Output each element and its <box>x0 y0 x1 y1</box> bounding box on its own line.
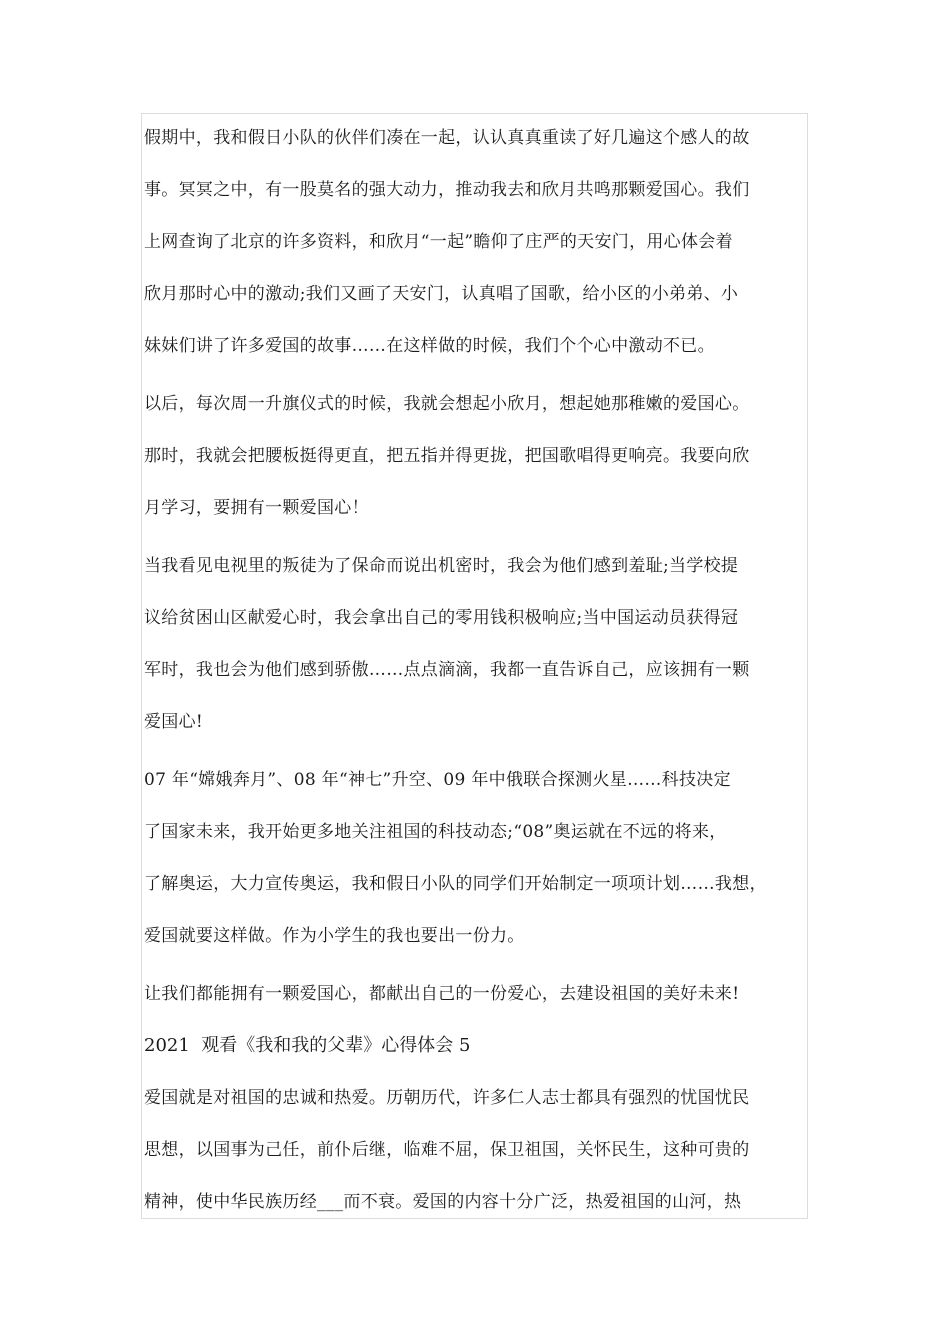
text-line: 让我们都能拥有一颗爱国心，都献出自己的一份爱心，去建设祖国的美好未来! <box>144 984 740 1004</box>
text-line: 假期中，我和假日小队的伙伴们凑在一起，认认真真重读了好几遍这个感人的故 <box>144 128 750 148</box>
paragraph-6 <box>144 1072 812 1228</box>
text-line: 妹妹们讲了许多爱国的故事……在这样做的时候，我们个个心中激动不已。 <box>144 336 715 356</box>
text-line: 月学习，要拥有一颗爱国心！ <box>144 498 369 518</box>
text-line: 欣月那时心中的激动;我们又画了天安门，认真唱了国歌，给小区的小弟弟、小 <box>144 284 739 304</box>
text-line: 思想，以国事为己任，前仆后继，临难不屈，保卫祖国，关怀民生，这种可贵的 <box>144 1140 750 1160</box>
text-line: 议给贫困山区献爱心时，我会拿出自己的零用钱积极响应;当中国运动员获得冠 <box>144 608 739 628</box>
paragraph-5 <box>144 968 812 1020</box>
text-line: 了国家未来，我开始更多地关注祖国的科技动态;“08”奥运就在不远的将来， <box>144 822 727 842</box>
paragraph-1 <box>144 112 812 372</box>
text-line: 那时，我就会把腰板挺得更直，把五指并得更拢，把国歌唱得更响亮。我要向欣 <box>144 446 750 466</box>
document-body <box>144 112 812 1228</box>
paragraph-2 <box>144 378 812 534</box>
text-line: 精神，使中华民族历经___而不衰。爱国的内容十分广泛，热爱祖国的山河，热 <box>144 1192 742 1212</box>
text-line: 上网查询了北京的许多资料，和欣月“一起”瞻仰了庄严的天安门，用心体会着 <box>144 232 733 252</box>
text-line: 当我看见电视里的叛徒为了保命而说出机密时，我会为他们感到羞耻;当学校提 <box>144 556 739 576</box>
text-line: 军时，我也会为他们感到骄傲……点点滴滴，我都一直告诉自己，应该拥有一颗 <box>144 660 750 680</box>
text-line: 爱国心! <box>144 712 204 732</box>
section-heading: 2021 观看《我和我的父辈》心得体会 5 <box>144 1035 471 1056</box>
paragraph-4 <box>144 754 812 962</box>
paragraph-3 <box>144 540 812 748</box>
text-line: 事。冥冥之中，有一股莫名的强大动力，推动我去和欣月共鸣那颗爱国心。我们 <box>144 180 750 200</box>
text-line: 爱国就要这样做。作为小学生的我也要出一份力。 <box>144 926 525 946</box>
text-line: 以后，每次周一升旗仪式的时候，我就会想起小欣月，想起她那稚嫩的爱国心。 <box>144 394 750 414</box>
text-line: 了解奥运，大力宣传奥运，我和假日小队的同学们开始制定一项项计划……我想， <box>144 874 767 894</box>
text-line: 爱国就是对祖国的忠诚和热爱。历朝历代，许多仁人志士都具有强烈的忧国忧民 <box>144 1088 750 1108</box>
text-line: 07 年“嫦娥奔月”、08 年“神七”升空、09 年中俄联合探测火星……科技决定 <box>144 770 731 790</box>
